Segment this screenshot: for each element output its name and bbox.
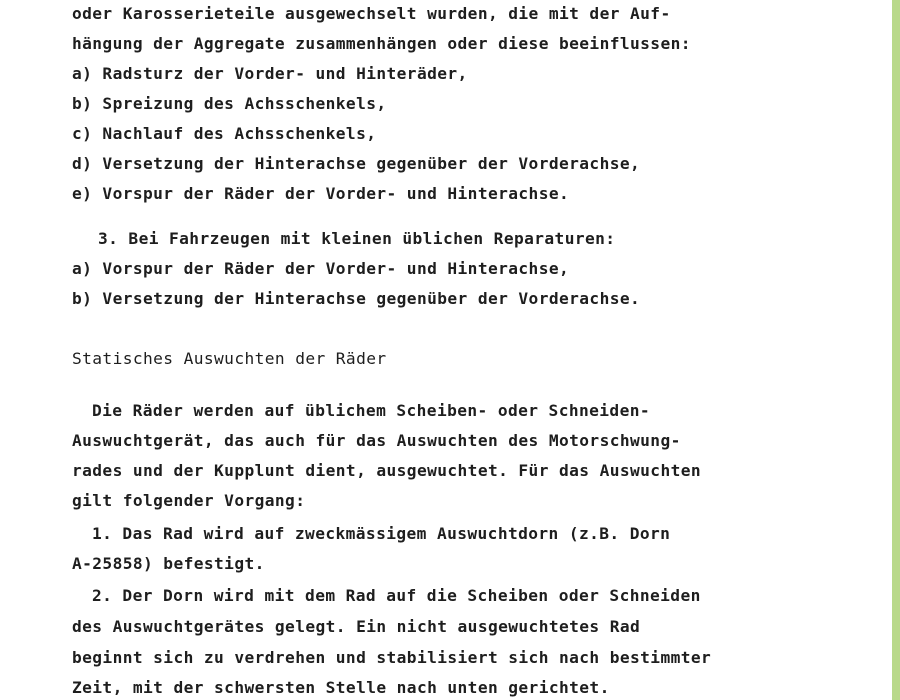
- list-item: a) Vorspur der Räder der Vorder- und Hinterachse,: [72, 259, 570, 278]
- numbered-item: 1. Das Rad wird auf zweckmässigem Auswuchtdorn (z.B. Dorn: [92, 524, 671, 543]
- list-item: c) Nachlauf des Achsschenkels,: [72, 124, 377, 143]
- text-line: A-25858) befestigt.: [72, 554, 265, 573]
- section-heading: Statisches Auswuchten der Räder: [72, 349, 387, 368]
- text-line: Die Räder werden auf üblichem Scheiben- oder Schneiden-: [92, 401, 651, 420]
- text-line: Auswuchtgerät, das auch für das Auswuchten des Motorschwung-: [72, 431, 681, 450]
- list-item: a) Radsturz der Vorder- und Hinteräder,: [72, 64, 468, 83]
- text-line: des Auswuchtgerätes gelegt. Ein nicht ausgewuchtetes Rad: [72, 617, 641, 636]
- text-line: Zeit, mit der schwersten Stelle nach unten gerichtet.: [72, 678, 610, 697]
- text-line: oder Karosserieteile ausgewechselt wurden, die mit der Auf-: [72, 4, 671, 23]
- list-item: b) Spreizung des Achsschenkels,: [72, 94, 387, 113]
- text-line: beginnt sich zu verdrehen und stabilisiert sich nach bestimmter: [72, 648, 712, 667]
- numbered-item: 2. Der Dorn wird mit dem Rad auf die Scheiben oder Schneiden: [92, 586, 701, 605]
- list-item: d) Versetzung der Hinterachse gegenüber der Vorderachse,: [72, 154, 641, 173]
- list-item: b) Versetzung der Hinterachse gegenüber der Vorderachse.: [72, 289, 641, 308]
- numbered-item: 3. Bei Fahrzeugen mit kleinen üblichen Reparaturen:: [98, 229, 616, 248]
- text-line: rades und der Kupplunt dient, ausgewuchtet. Für das Auswuchten: [72, 461, 702, 480]
- list-item: e) Vorspur der Räder der Vorder- und Hinterachse.: [72, 184, 570, 203]
- text-line: gilt folgender Vorgang:: [72, 491, 306, 510]
- text-line: hängung der Aggregate zusammenhängen oder diese beeinflussen:: [72, 34, 691, 53]
